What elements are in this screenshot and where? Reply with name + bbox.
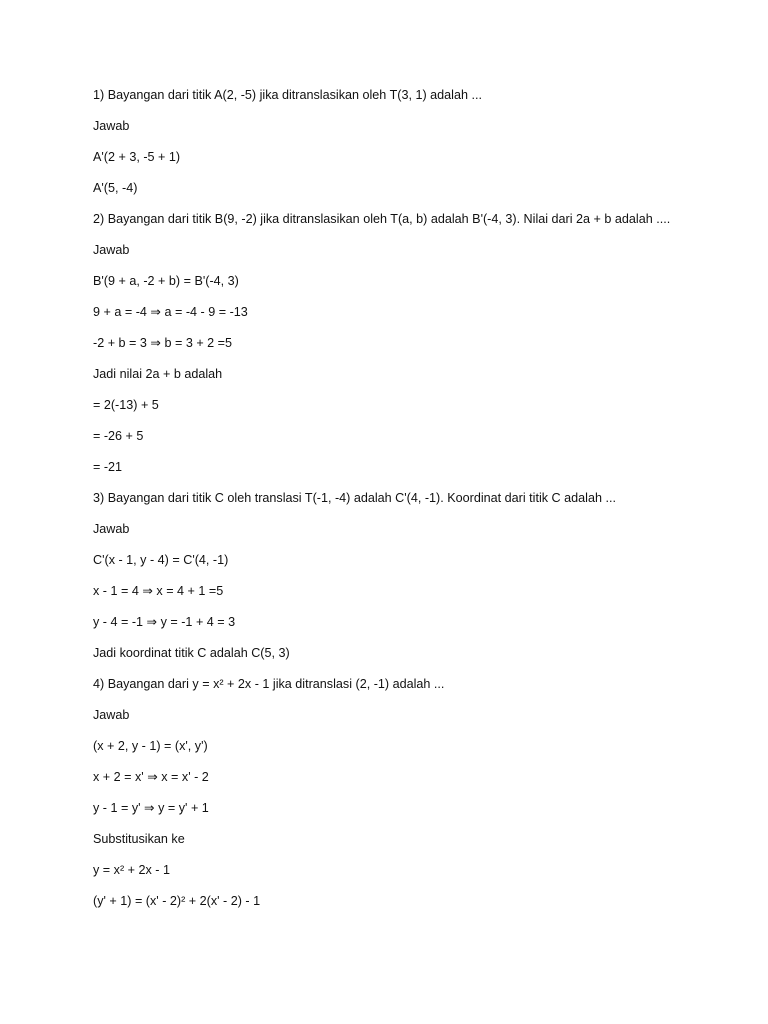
problem-2-answer-label: Jawab — [93, 243, 130, 257]
problem-4-question: 4) Bayangan dari y = x² + 2x - 1 jika ditranslasi (2, -1) adalah ... — [93, 677, 445, 691]
problem-2-question: 2) Bayangan dari titik B(9, -2) jika ditranslasikan oleh T(a, b) adalah B'(-4, 3). Nilai dari 2a + b adalah .... — [93, 212, 671, 226]
document-body — [93, 87, 678, 924]
problem-4-step-4: Substitusikan ke — [93, 832, 185, 846]
problem-3-step-1: C'(x - 1, y - 4) = C'(4, -1) — [93, 553, 229, 567]
problem-4-step-6: (y' + 1) = (x' - 2)² + 2(x' - 2) - 1 — [93, 894, 261, 908]
problem-1-question: 1) Bayangan dari titik A(2, -5) jika ditranslasikan oleh T(3, 1) adalah ... — [93, 88, 482, 102]
problem-3-step-2: x - 1 = 4 ⇒ x = 4 + 1 =5 — [93, 584, 224, 598]
problem-4-step-3: y - 1 = y' ⇒ y = y' + 1 — [93, 801, 209, 815]
problem-3-answer-label: Jawab — [93, 522, 130, 536]
problem-1-answer-label: Jawab — [93, 119, 130, 133]
problem-2-step-3: -2 + b = 3 ⇒ b = 3 + 2 =5 — [93, 336, 233, 350]
problem-4-step-1: (x + 2, y - 1) = (x', y') — [93, 739, 208, 753]
problem-1-result: A'(5, -4) — [93, 181, 138, 195]
problem-2-result: = -21 — [93, 460, 123, 474]
problem-3-question: 3) Bayangan dari titik C oleh translasi T(-1, -4) adalah C'(4, -1). Koordinat dari titik C adalah ... — [93, 491, 616, 505]
problem-1-step-1: A'(2 + 3, -5 + 1) — [93, 150, 181, 164]
problem-4-step-5: y = x² + 2x - 1 — [93, 863, 170, 877]
problem-2-step-6: = -26 + 5 — [93, 429, 144, 443]
problem-3-step-3: y - 4 = -1 ⇒ y = -1 + 4 = 3 — [93, 615, 236, 629]
problem-2-step-5: = 2(-13) + 5 — [93, 398, 159, 412]
problem-2-step-4: Jadi nilai 2a + b adalah — [93, 367, 223, 381]
problem-4-step-2: x + 2 = x' ⇒ x = x' - 2 — [93, 770, 209, 784]
problem-3-result: Jadi koordinat titik C adalah C(5, 3) — [93, 646, 290, 660]
problem-2-step-2: 9 + a = -4 ⇒ a = -4 - 9 = -13 — [93, 305, 248, 319]
problem-2-step-1: B'(9 + a, -2 + b) = B'(-4, 3) — [93, 274, 239, 288]
problem-4-answer-label: Jawab — [93, 708, 130, 722]
